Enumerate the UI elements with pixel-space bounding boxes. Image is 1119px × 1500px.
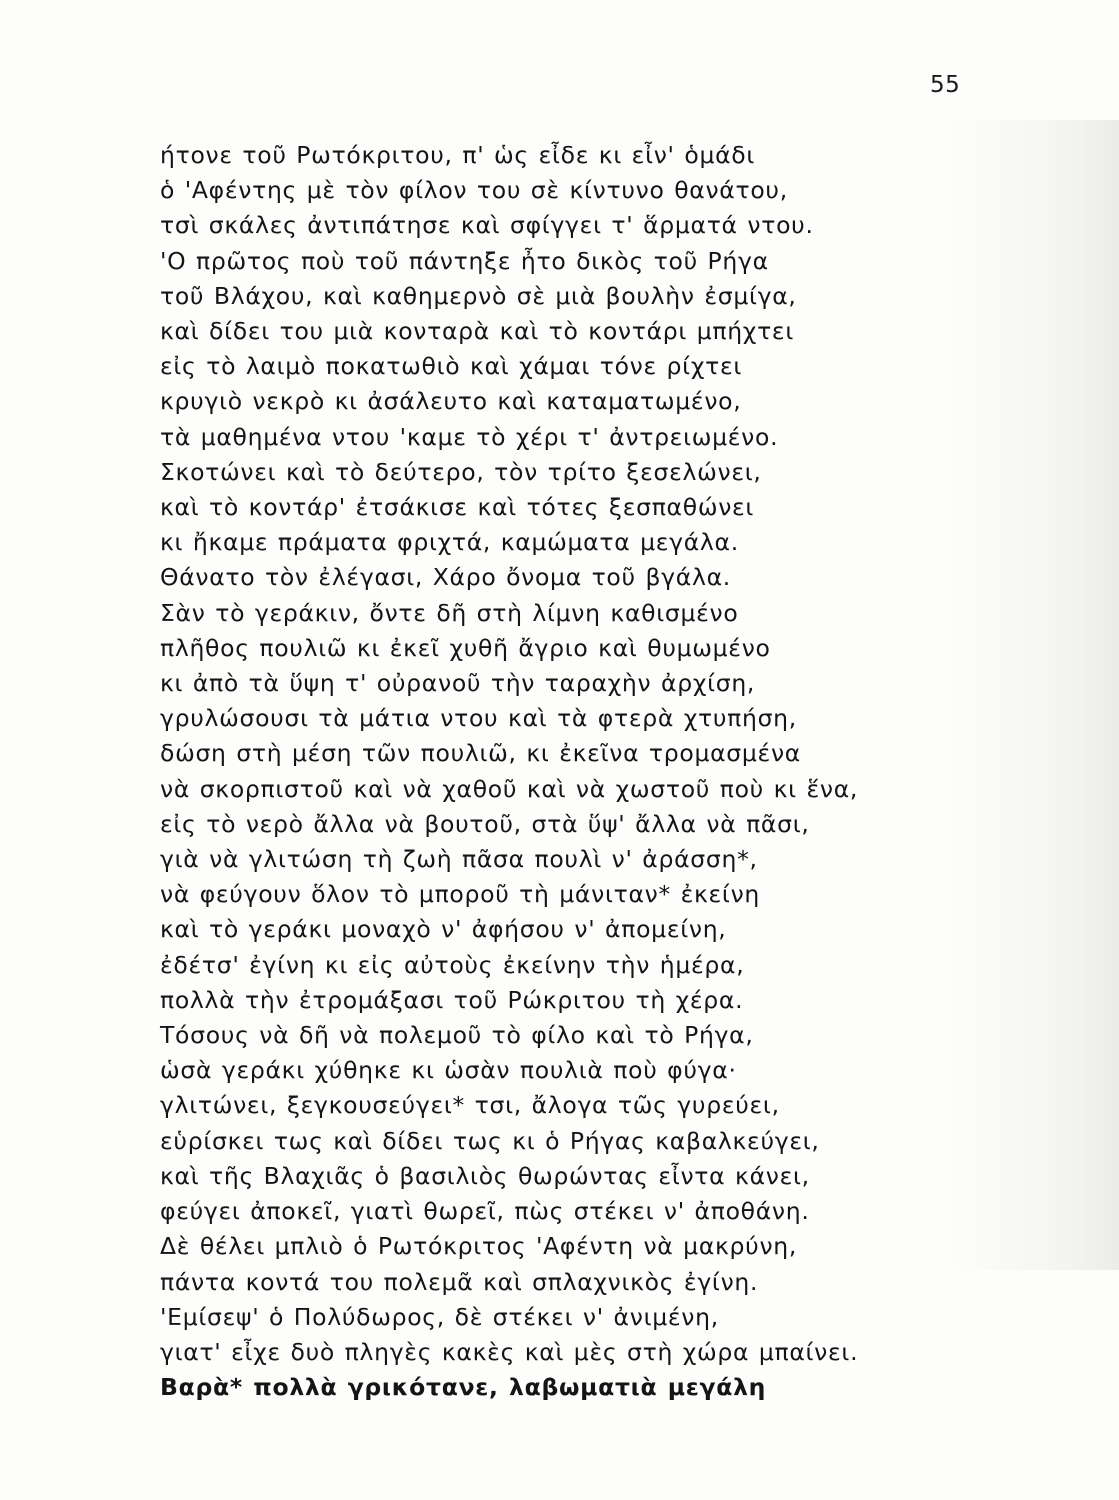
verse-line: καὶ τὸ γεράκι μοναχὸ ν' ἀφήσου ν' ἀπομείνη, [160,915,727,944]
verse-line: τσὶ σκάλες ἀντιπάτησε καὶ σφίγγει τ' ἅρματά ντου. [160,211,814,240]
verse-line: ἐδέτσ' ἐγίνη κι εἰς αὐτοὺς ἐκείνην τὴν ἡμέρα, [160,950,745,979]
verse-line: εἰς τὸ λαιμὸ ποκατωθιὸ καὶ χάμαι τόνε ρίχτει [160,352,742,381]
verse-line: κι ἤκαμε πράματα φριχτά, καμώματα μεγάλα. [160,528,739,557]
show-through-shadow [949,120,1119,1270]
verse-line: καὶ τῆς Βλαχιᾶς ὁ βασιλιὸς θωρώντας εἶντα κάνει, [160,1161,810,1190]
verse-line: 'Εμίσεψ' ὁ Πολύδωρος, δὲ στέκει ν' ἀνιμένη, [160,1302,719,1331]
verse-line: εἰς τὸ νερὸ ἄλλα νὰ βουτοῦ, στὰ ὕψ' ἄλλα νὰ πᾶσι, [160,809,810,838]
verse-line: 'Ο πρῶτος ποὺ τοῦ πάντηξε ἦτο δικὸς τοῦ Ρήγα [160,246,769,275]
verse-line: γιὰ νὰ γλιτώση τὴ ζωὴ πᾶσα πουλὶ ν' ἀράσση*, [160,845,758,874]
verse-line: νὰ σκορπιστοῦ καὶ νὰ χαθοῦ καὶ νὰ χωστοῦ ποὺ κι ἕνα, [160,774,859,803]
verse-line: καὶ τὸ κοντάρ' ἐτσάκισε καὶ τότες ξεσπαθώνει [160,493,755,522]
verse-line: πάντα κοντά του πολεμᾶ καὶ σπλαχνικὸς ἐγίνη. [160,1267,759,1296]
verse-line: Δὲ θέλει μπλιὸ ὁ Ρωτόκριτος 'Αφέντη νὰ μακρύνη, [160,1232,798,1261]
verse-line: γιατ' εἶχε δυὸ πληγὲς κακὲς καὶ μὲς στὴ χώρα μπαίνει. [160,1337,859,1366]
verse-line: τοῦ Βλάχου, καὶ καθημερνὸ σὲ μιὰ βουλὴν ἐσμίγα, [160,281,797,310]
verse-line: Σὰν τὸ γεράκιν, ὄντε δῆ στὴ λίμνη καθισμένο [160,598,739,627]
verse-line: τὰ μαθημένα ντου 'καμε τὸ χέρι τ' ἀντρειωμένο. [160,422,779,451]
verse-line: ὁ 'Αφέντης μὲ τὸν φίλον του σὲ κίντυνο θανάτου, [160,176,788,205]
verse-line: κρυγιὸ νεκρὸ κι ἀσάλευτο καὶ καταματωμένο, [160,387,742,416]
verse-line: ήτονε τοῦ Ρωτόκριτου, π' ὡς εἶδε κι εἶν' ὁμάδι [160,141,756,169]
verse-line: ὡσὰ γεράκι χύθηκε κι ὡσὰν πουλιὰ ποὺ φύγα· [160,1056,737,1085]
verse-line: κι ἀπὸ τὰ ὕψη τ' οὐρανοῦ τὴν ταραχὴν ἀρχίση, [160,669,756,698]
verse-line: πολλὰ τὴν ἐτρομάξασι τοῦ Ρώκριτου τὴ χέρα. [160,985,744,1014]
page-number: 55 [930,72,961,98]
verse-line: Βαρὰ* πολλὰ γρικότανε, λαβωματιὰ μεγάλη [160,1373,767,1402]
verse-line: γρυλώσουσι τὰ μάτια ντου καὶ τὰ φτερὰ χτυπήση, [160,704,797,733]
verse-line: εὑρίσκει τως καὶ δίδει τως κι ὁ Ρήγας καβαλκεύγει, [160,1126,820,1155]
verse-line: καὶ δίδει του μιὰ κονταρὰ καὶ τὸ κοντάρι μπήχτει [160,317,794,346]
verse-line: φεύγει ἀποκεῖ, γιατὶ θωρεῖ, πὼς στέκει ν' ἀποθάνη. [160,1197,810,1226]
verse-line: γλιτώνει, ξεγκουσεύγει* τσι, ἄλογα τῶς γυρεύει, [160,1091,780,1120]
verse-line: Θάνατο τὸν ἐλέγασι, Χάρο ὄνομα τοῦ βγάλα. [160,563,731,592]
verse-line: νὰ φεύγουν ὅλον τὸ μποροῦ τὴ μάνιταν* ἐκείνη [160,880,761,909]
verse-line: Σκοτώνει καὶ τὸ δεύτερο, τὸν τρίτο ξεσελώνει, [160,457,762,486]
verse-line: πλῆθος πουλιῶ κι ἐκεῖ χυθῆ ἄγριο καὶ θυμωμένο [160,633,771,662]
verse-line: δώση στὴ μέση τῶν πουλιῶ, κι ἐκεῖνα τρομασμένα [160,739,801,768]
verse-line: Τόσους νὰ δῆ νὰ πολεμοῦ τὸ φίλο καὶ τὸ Ρήγα, [160,1021,754,1050]
verse-list [160,138,858,1405]
